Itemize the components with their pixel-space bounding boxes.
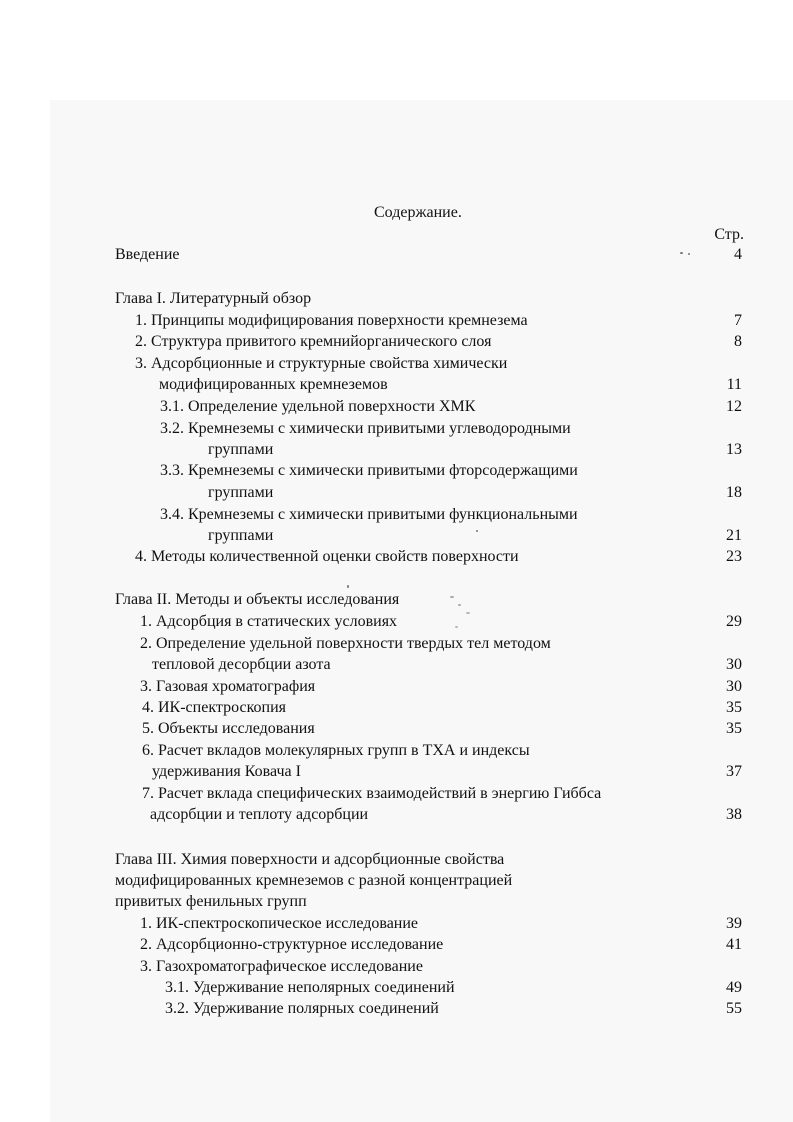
scan-speck (450, 596, 454, 598)
toc-subentry: 3.3. Кремнеземы с химически привитыми фторсодержащими (160, 462, 578, 479)
toc-subentry: 3.1. Удерживание неполярных соединений (165, 979, 455, 996)
toc-entry: 5. Объекты исследования (142, 720, 315, 737)
chapter2-heading: Глава II. Методы и объекты исследования (115, 591, 400, 608)
toc-entry: 3. Газовая хроматография (140, 678, 316, 695)
toc-entry: 2. Адсорбционно-структурное исследование (140, 936, 444, 953)
toc-entry: удерживания Ковача I (152, 763, 301, 780)
chapter3-heading: привитых фенильных групп (115, 893, 307, 910)
toc-title: Содержание. (374, 204, 462, 221)
toc-entry-page: 13 (726, 441, 742, 458)
toc-entry-page: 7 (734, 312, 742, 329)
toc-subentry: 3.4. Кремнеземы с химически привитыми функциональными (160, 506, 578, 523)
toc-entry: 3. Адсорбционные и структурные свойства химически (135, 355, 508, 372)
toc-entry: 4. ИК-спектроскопия (142, 699, 287, 716)
toc-entry-page: 37 (726, 763, 742, 780)
intro-page: 4 (734, 246, 742, 263)
toc-entry-page: 41 (726, 936, 742, 953)
toc-entry-page: 30 (726, 678, 742, 695)
toc-entry: 2. Структура привитого кремнийорганического слоя (135, 333, 492, 350)
toc-entry: 1. Принципы модифицирования поверхности кремнезема (135, 312, 528, 329)
scan-speck (347, 585, 349, 588)
toc-subentry: группами (208, 484, 274, 501)
toc-entry-page: 38 (726, 806, 742, 823)
toc-entry-page: 39 (726, 915, 742, 932)
toc-entry-page: 8 (734, 333, 742, 350)
toc-entry-page: 21 (726, 527, 742, 544)
toc-entry-page: 55 (726, 1000, 742, 1017)
chapter3-heading: Глава III. Химия поверхности и адсорбционные свойства (115, 851, 505, 868)
toc-subentry: 3.2. Удерживание полярных соединений (165, 1000, 439, 1017)
toc-entry-page: 35 (726, 699, 742, 716)
toc-entry: 3. Газохроматографическое исследование (140, 958, 423, 975)
toc-entry-page: 29 (726, 613, 742, 630)
toc-entry: 1. Адсорбция в статических условиях (140, 613, 398, 630)
toc-entry-page: 35 (726, 720, 742, 737)
toc-entry-page: 49 (726, 979, 742, 996)
toc-entry: 7. Расчет вклада специфических взаимодействий в энергию Гиббса (142, 785, 602, 802)
intro-label: Введение (115, 246, 180, 263)
toc-entry-page: 30 (726, 656, 742, 673)
toc-subentry: 3.1. Определение удельной поверхности ХМК (160, 398, 476, 415)
toc-entry: модифицированных кремнеземов (159, 376, 388, 393)
scan-speck (458, 604, 461, 606)
toc-subentry: группами (208, 527, 274, 544)
toc-entry-page: 12 (726, 398, 742, 415)
scan-speck (680, 252, 683, 254)
toc-entry: 6. Расчет вкладов молекулярных групп в ТХА и индексы (142, 742, 530, 759)
chapter1-heading: Глава I. Литературный обзор (115, 290, 312, 307)
scan-speck (466, 612, 470, 614)
toc-entry: 4. Методы количественной оценки свойств поверхности (135, 548, 519, 565)
toc-entry: 2. Определение удельной поверхности твердых тел методом (140, 635, 551, 652)
toc-entry-page: 11 (726, 376, 742, 393)
toc-entry-page: 18 (726, 484, 742, 501)
toc-entry-page: 23 (726, 548, 742, 565)
scan-speck (688, 253, 690, 255)
toc-subentry: 3.2. Кремнеземы с химически привитыми углеводородными (160, 420, 571, 437)
chapter3-heading: модифицированных кремнеземов с разной концентрацией (115, 872, 513, 889)
toc-subentry: группами (208, 441, 274, 458)
scan-speck (455, 626, 458, 628)
toc-entry: тепловой десорбции азота (152, 656, 331, 673)
scan-speck (476, 530, 478, 532)
toc-entry: 1. ИК-спектроскопическое исследование (140, 915, 419, 932)
toc-entry: адсорбции и теплоту адсорбции (150, 806, 369, 823)
page-column-label: Стр. (714, 226, 744, 243)
